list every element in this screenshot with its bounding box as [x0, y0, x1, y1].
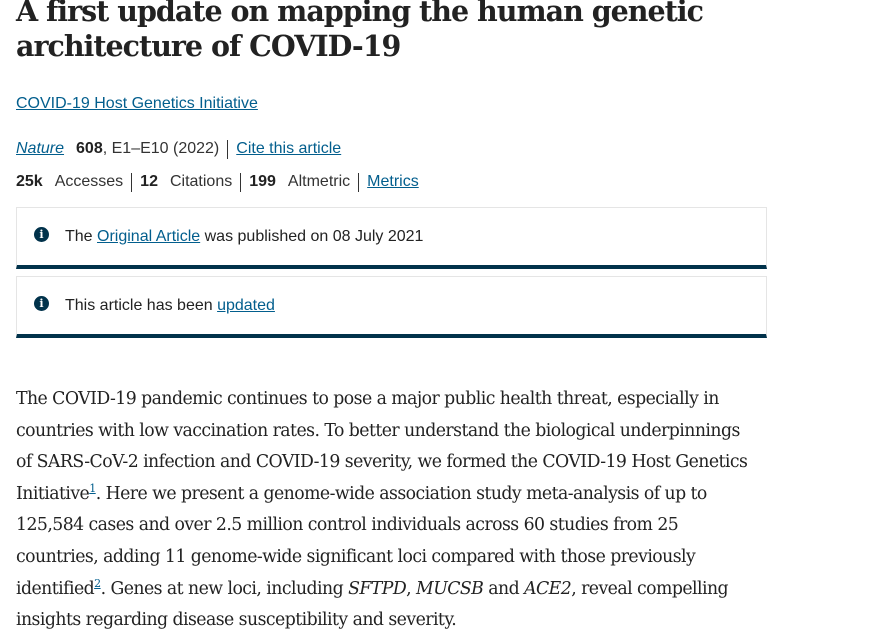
accesses-count: 25k	[16, 173, 43, 190]
abstract-paragraph	[16, 384, 758, 637]
info-icon: i	[34, 227, 49, 242]
notice-suffix: was published on 08 July 2021	[200, 228, 424, 245]
citation-line	[16, 139, 341, 159]
metrics-bar	[16, 172, 419, 192]
volume-number: 608	[76, 140, 103, 157]
original-article-notice	[16, 207, 767, 269]
abstract-text: , reveal compelling insights regarding disease susceptibility and severity.	[16, 578, 729, 631]
notice-prefix: This article has been	[65, 297, 218, 314]
updated-link[interactable]: updated	[217, 297, 275, 314]
info-icon: i	[34, 296, 49, 311]
article-title: A first update on mapping the human genetic architecture of COVID-19	[16, 0, 703, 63]
notice-text	[65, 227, 423, 247]
metrics-link[interactable]: Metrics	[367, 173, 419, 190]
divider	[358, 173, 359, 192]
pages-year: , E1–E10 (2022)	[102, 140, 220, 157]
gene-name: SFTPD	[348, 578, 407, 599]
original-article-link[interactable]: Original Article	[97, 228, 201, 245]
author-link[interactable]: COVID-19 Host Genetics Initiative	[16, 95, 258, 112]
divider	[240, 173, 241, 192]
citations-label: Citations	[169, 173, 233, 190]
abstract-text: The COVID-19 pandemic continues to pose a major public health threat, especially in countries with low vaccination rates. To better understand the biological underpinnings of SARS-CoV-2 infection and COVID-19 severity, we formed the COVID-19 Host Genetics Initiative	[16, 389, 748, 504]
citations-count: 12	[140, 173, 158, 190]
update-notice	[16, 276, 767, 338]
notice-text	[65, 296, 275, 316]
reference-link-1[interactable]: 1	[89, 482, 96, 496]
altmetric-label: Altmetric	[287, 173, 351, 190]
abstract-text: . Genes at new loci, including	[100, 578, 349, 599]
cite-article-link[interactable]: Cite this article	[236, 140, 342, 157]
journal-link[interactable]: Nature	[16, 140, 65, 157]
altmetric-score: 199	[249, 173, 276, 190]
gene-name: MUCSB	[416, 578, 484, 599]
divider	[131, 173, 132, 192]
gene-name: ACE2	[524, 578, 572, 599]
accesses-label: Accesses	[54, 173, 124, 190]
abstract-text: . Here we present a genome-wide association study meta-analysis of up to 125,584 cases and over 2.5 million control individuals across 60 studies from 25 countries, adding 11 genome-wide significant loci compared with those previously identified	[16, 483, 707, 599]
notice-prefix: The	[65, 228, 98, 245]
abstract-text: ,	[406, 578, 417, 599]
divider	[227, 140, 228, 159]
abstract-text: and	[483, 578, 525, 599]
reference-link-2[interactable]: 2	[94, 576, 101, 590]
